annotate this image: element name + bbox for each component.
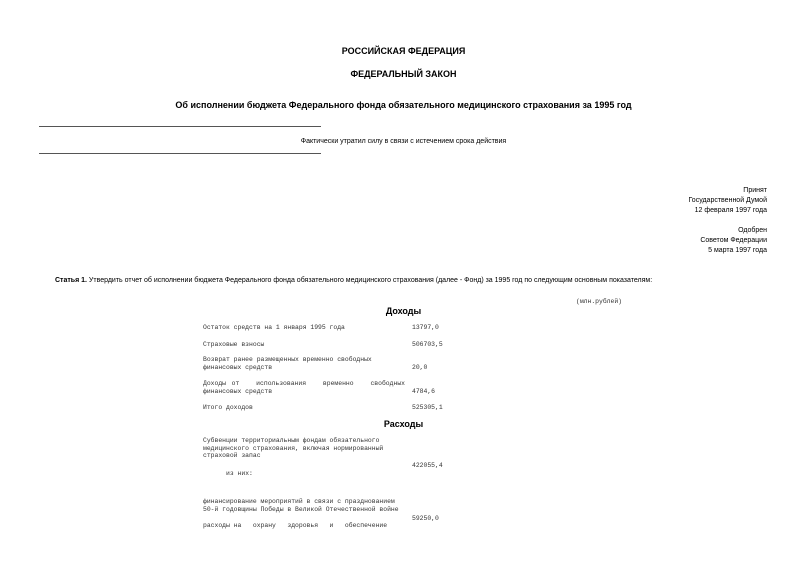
income-row-label: Доходы от использования временно свободных финансовых средств bbox=[203, 380, 409, 395]
expense-row-label: Субвенции территориальным фондам обязательного медицинского страхования, включая нормированный страховой запас bbox=[203, 437, 388, 460]
income-row-label: Страховые взносы bbox=[203, 341, 265, 348]
income-row-label: Остаток средств на 1 января 1995 года bbox=[203, 324, 345, 331]
status-note: Фактически утратил силу в связи с истечением срока действия bbox=[300, 138, 507, 145]
adoption-accepted bbox=[688, 186, 767, 216]
income-heading: Доходы bbox=[385, 306, 422, 316]
country-heading: РОССИЙСКАЯ ФЕДЕРАЦИЯ bbox=[341, 46, 466, 56]
approved-line: 5 марта 1997 года bbox=[708, 247, 767, 254]
document-type-heading: ФЕДЕРАЛЬНЫЙ ЗАКОН bbox=[350, 69, 457, 79]
article-1 bbox=[55, 277, 652, 284]
expense-row-value: 422055,4 bbox=[412, 462, 443, 469]
income-row-value: 20,0 bbox=[412, 364, 428, 371]
accepted-line: 12 февраля 1997 года bbox=[694, 207, 767, 214]
divider-bottom bbox=[39, 153, 321, 154]
accepted-line: Государственной Думой bbox=[688, 197, 767, 204]
expense-row-value: 59250,0 bbox=[412, 515, 439, 522]
units-label: (млн.рублей) bbox=[576, 298, 623, 305]
divider-top bbox=[39, 126, 321, 127]
income-row-value: 525305,1 bbox=[412, 404, 443, 411]
income-row-value: 506703,5 bbox=[412, 341, 443, 348]
expense-row-label: расходы на охрану здоровья и обеспечение bbox=[203, 522, 388, 529]
expenses-heading: Расходы bbox=[383, 419, 424, 429]
income-row-label: Итого доходов bbox=[203, 404, 253, 411]
approved-line: Советом Федерации bbox=[700, 237, 767, 244]
accepted-line: Принят bbox=[743, 187, 767, 194]
expense-row-label: из них: bbox=[203, 470, 253, 477]
expense-row-label: финансирование мероприятий в связи с празднованием 50-й годовщины Победы в Великой Отечественной войне bbox=[203, 498, 399, 513]
income-row-label: Возврат ранее размещенных временно свободных финансовых средств bbox=[203, 356, 376, 371]
approved-line: Одобрен bbox=[738, 227, 767, 234]
income-row-value: 4784,6 bbox=[412, 388, 436, 395]
article-label: Статья 1. bbox=[55, 277, 87, 284]
adoption-approved bbox=[700, 226, 767, 256]
article-text: Утвердить отчет об исполнении бюджета Федерального фонда обязательного медицинского страхования (далее - Фонд) за 1995 год по следующим основным показателям: bbox=[86, 277, 653, 284]
income-row-value: 13797,0 bbox=[412, 324, 439, 331]
document-title: Об исполнении бюджета Федерального фонда обязательного медицинского страхования за 1995 год bbox=[175, 100, 632, 110]
